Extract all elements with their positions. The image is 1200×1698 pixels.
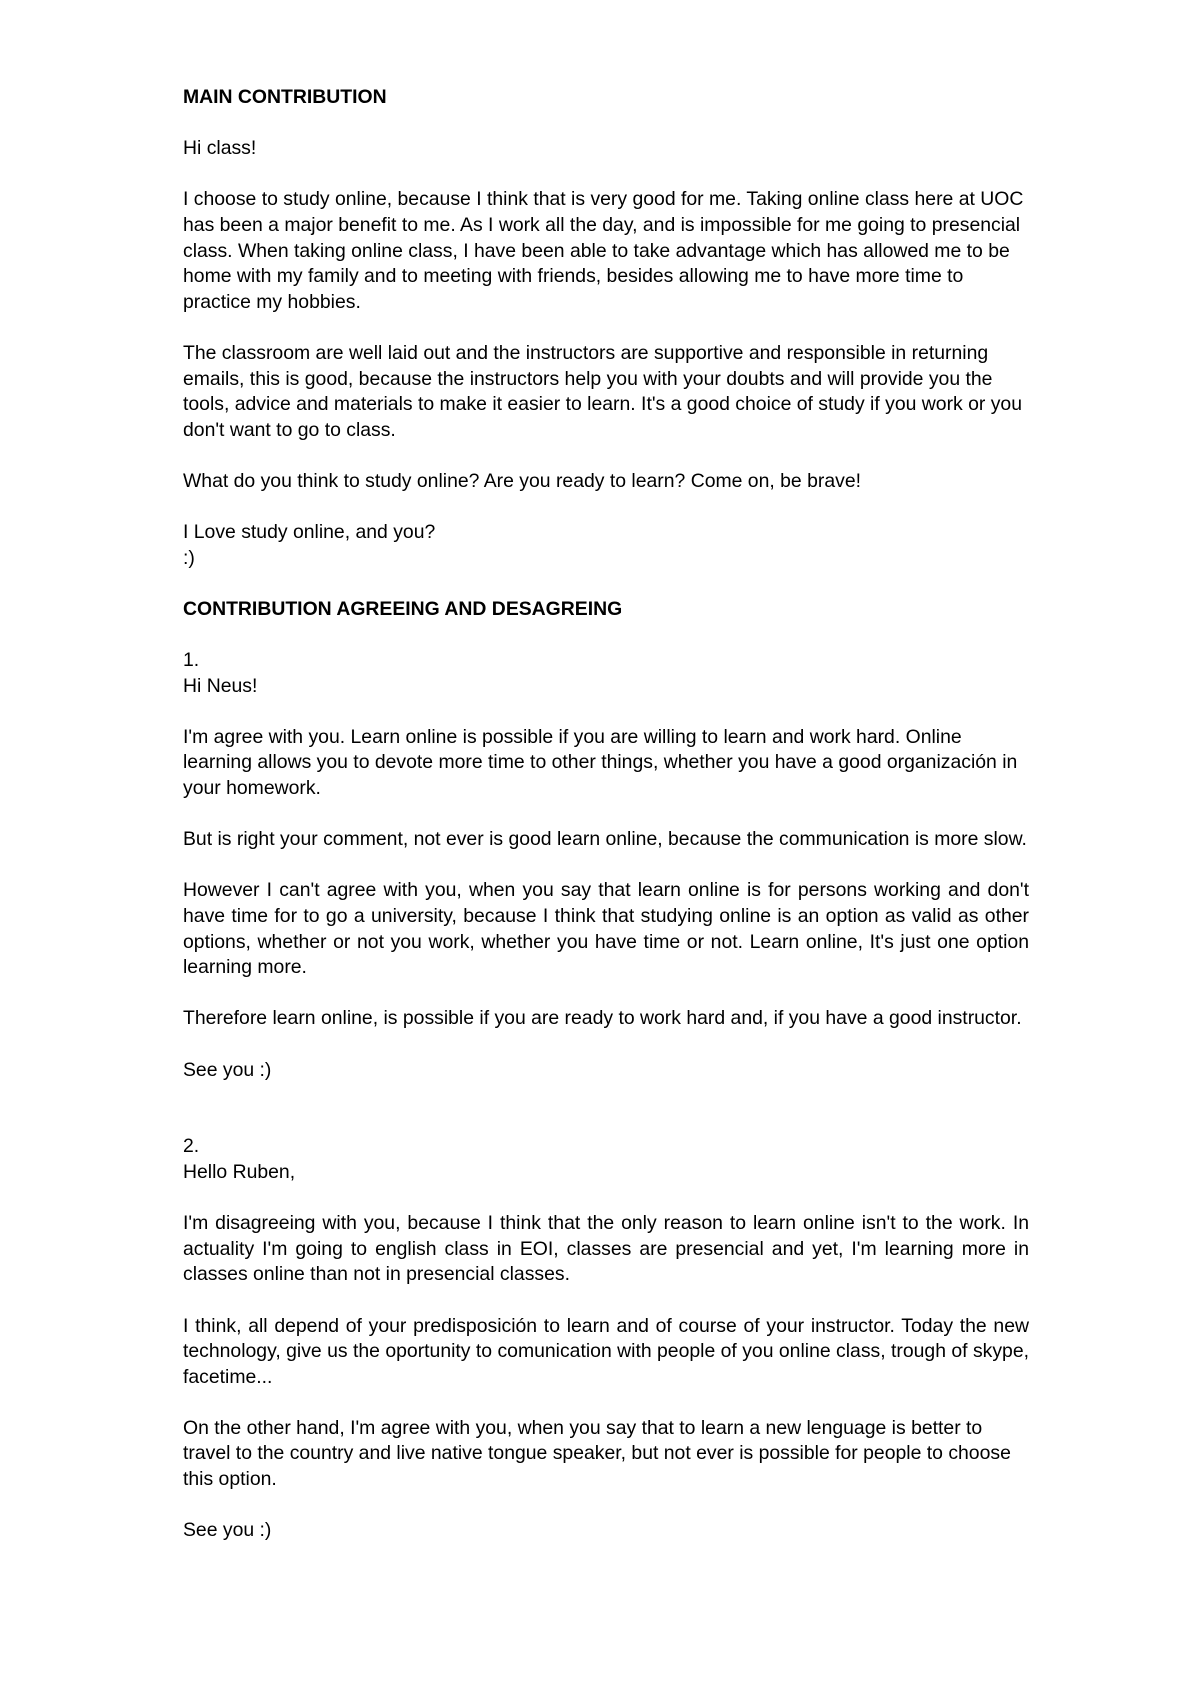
reply-1-paragraph-4: Therefore learn online, is possible if you are ready to work hard and, if you have a good instructor.	[183, 1007, 1022, 1030]
reply-2-paragraph-2: I think, all depend of your predisposición to learn and of course of your instructor. Today the new technology, give us the oportunity to comunication with people of you online class, trough of skype, facetime...	[183, 1314, 1029, 1388]
reply-2-number: 2.	[183, 1135, 200, 1158]
main-closing	[183, 520, 1029, 571]
document-page	[183, 85, 1029, 1569]
agree-disagree-heading: CONTRIBUTION AGREEING AND DESAGREING	[183, 597, 623, 620]
reply-1-paragraph-2: But is right your comment, not ever is good learn online, because the communication is more slow.	[183, 828, 1027, 851]
reply-1-header	[183, 648, 1029, 699]
main-contribution-heading: MAIN CONTRIBUTION	[183, 86, 387, 108]
reply-2-paragraph-3: On the other hand, I'm agree with you, when you say that to learn a new lenguage is better to travel to the country and live native tongue speaker, but not ever is possible for people to choose this option.	[183, 1416, 1011, 1491]
main-paragraph-3: What do you think to study online? Are you ready to learn? Come on, be brave!	[183, 469, 861, 492]
main-closing-line-1: I Love study online, and you?	[183, 521, 436, 544]
reply-1-number: 1.	[183, 649, 200, 672]
reply-1-paragraph-1: I'm agree with you. Learn online is possible if you are willing to learn and work hard. Online learning allows you to devote more time to other things, whether you have a good organización in your homework.	[183, 725, 1018, 800]
reply-1-paragraph-3: However I can't agree with you, when you say that learn online is for persons working and don't have time for to go a university, because I think that studying online is an option as valid as other options, whether or not you work, whether you have time or not. Learn online, It's just one option learning more.	[183, 879, 1029, 979]
reply-1-signoff: See you :)	[183, 1058, 272, 1081]
main-paragraph-2: The classroom are well laid out and the instructors are supportive and responsible in returning emails, this is good, because the instructors help you with your doubts and will provide you the tools, advice and materials to make it easier to learn. It's a good choice of study if you work or you don't want to go to class.	[183, 341, 1022, 441]
reply-2-header	[183, 1134, 1029, 1185]
main-paragraph-1: I choose to study online, because I think that is very good for me. Taking online class here at UOC has been a major benefit to me. As I work all the day, and is impossible for me going to presencial class. When taking online class, I have been able to take advantage which has allowed me to be home with my family and to meeting with friends, besides allowing me to have more time to practice my hobbies.	[183, 188, 1024, 313]
main-greeting: Hi class!	[183, 137, 257, 160]
reply-2-greeting: Hello Ruben,	[183, 1160, 296, 1183]
reply-1-greeting: Hi Neus!	[183, 674, 258, 697]
reply-2-paragraph-1: I'm disagreeing with you, because I think that the only reason to learn online isn't to the work. In actuality I'm going to english class in EOI, classes are presencial and yet, I'm learning more in classes online than not in presencial classes.	[183, 1212, 1029, 1286]
reply-2-signoff: See you :)	[183, 1519, 272, 1542]
main-closing-line-2: :)	[183, 546, 195, 569]
